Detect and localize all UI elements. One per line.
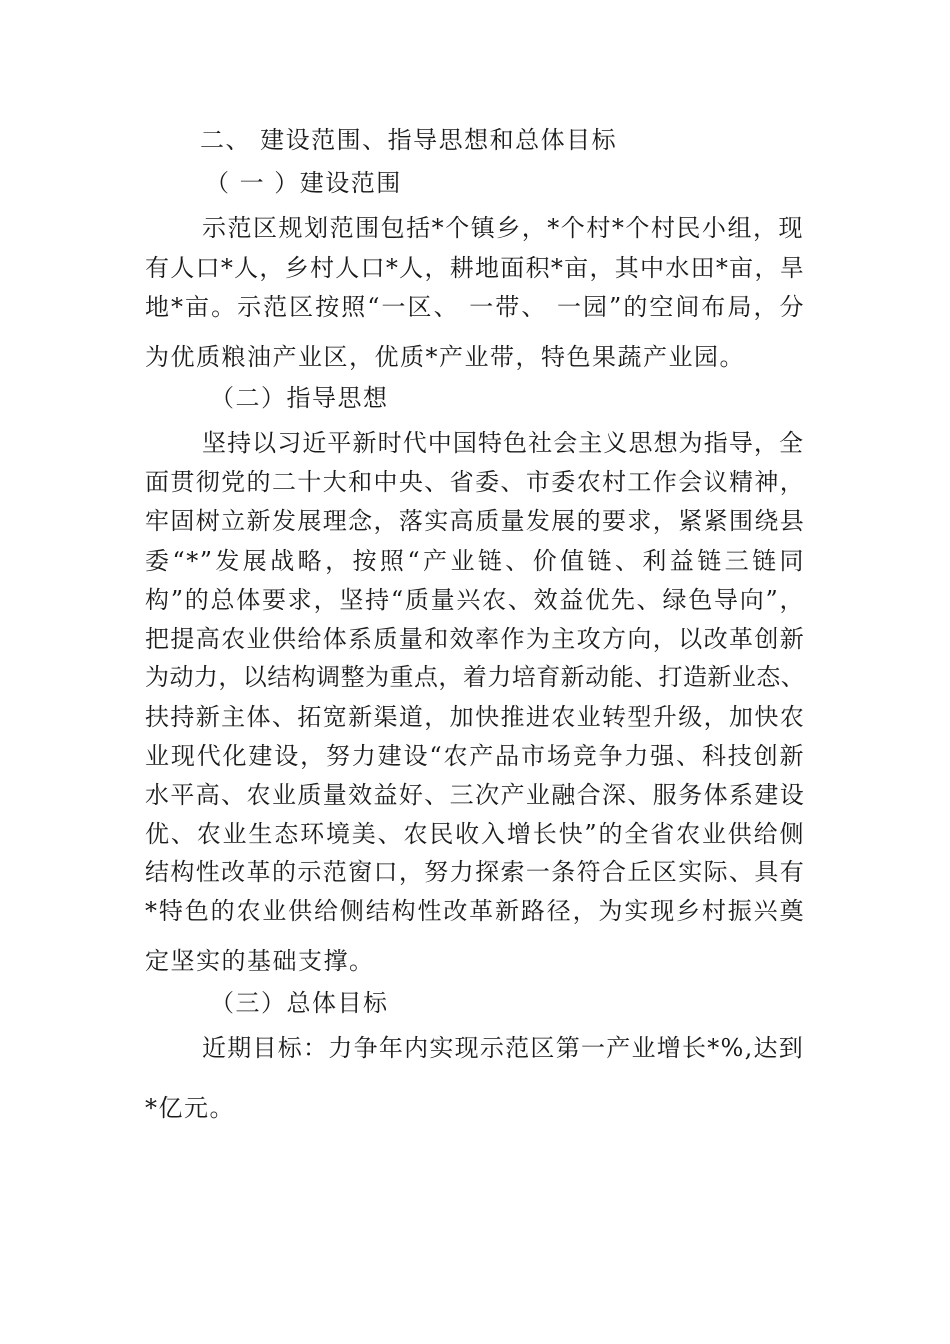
paragraph-line: 业现代化建设，努力建设“农产品市场竞争力强、科技创新	[145, 742, 805, 770]
paragraph-line: 优、农业生态环境美、农民收入增长快”的全省农业供给侧	[145, 820, 805, 848]
paragraph-line: 面贯彻党的二十大和中央、省委、市委农村工作会议精神，	[145, 468, 805, 496]
paragraph-line: 构”的总体要求，坚持“质量兴农、效益优先、绿色导向”，	[145, 586, 805, 614]
paragraph-line: 为动力，以结构调整为重点，着力培育新动能、打造新业态、	[145, 663, 805, 691]
subsection-heading-3: （三）总体目标	[210, 989, 389, 1017]
paragraph-line: 水平高、农业质量效益好、三次产业融合深、服务体系建设	[145, 781, 805, 809]
paragraph-line: *特色的农业供给侧结构性改革新路径，为实现乡村振兴奠	[145, 897, 805, 925]
paragraph-line: *亿元。	[145, 1094, 235, 1122]
paragraph-line: 结构性改革的示范窗口，努力探索一条符合丘区实际、具有	[145, 858, 805, 886]
paragraph-line: 委“*”发展战略，按照“产业链、价值链、利益链三链同	[145, 547, 805, 575]
section-heading: 二、 建设范围、指导思想和总体目标	[200, 126, 618, 154]
subsection-heading-2: （二）指导思想	[210, 384, 389, 412]
paragraph-line: 定坚实的基础支撑。	[145, 947, 375, 975]
paragraph-line: 地*亩。示范区按照“一区、 一带、 一园”的空间布局，分	[145, 293, 805, 321]
paragraph-line: 扶持新主体、拓宽新渠道，加快推进农业转型升级，加快农	[145, 703, 805, 731]
subsection-heading-1: （ 一 ）建设范围	[205, 169, 402, 197]
paragraph-line: 近期目标：力争年内实现示范区第一产业增长*%,达到	[202, 1034, 804, 1062]
paragraph-line: 牢固树立新发展理念，落实高质量发展的要求，紧紧围绕县	[145, 507, 805, 535]
paragraph-line: 把提高农业供给体系质量和效率作为主攻方向，以改革创新	[145, 625, 805, 653]
paragraph-line: 有人口*人，乡村人口*人，耕地面积*亩，其中水田*亩，旱	[145, 254, 805, 282]
paragraph-line: 坚持以习近平新时代中国特色社会主义思想为指导，全	[202, 429, 804, 457]
paragraph-line: 为优质粮油产业区，优质*产业带，特色果蔬产业园。	[145, 343, 745, 371]
paragraph-line: 示范区规划范围包括*个镇乡，*个村*个村民小组，现	[202, 214, 804, 242]
